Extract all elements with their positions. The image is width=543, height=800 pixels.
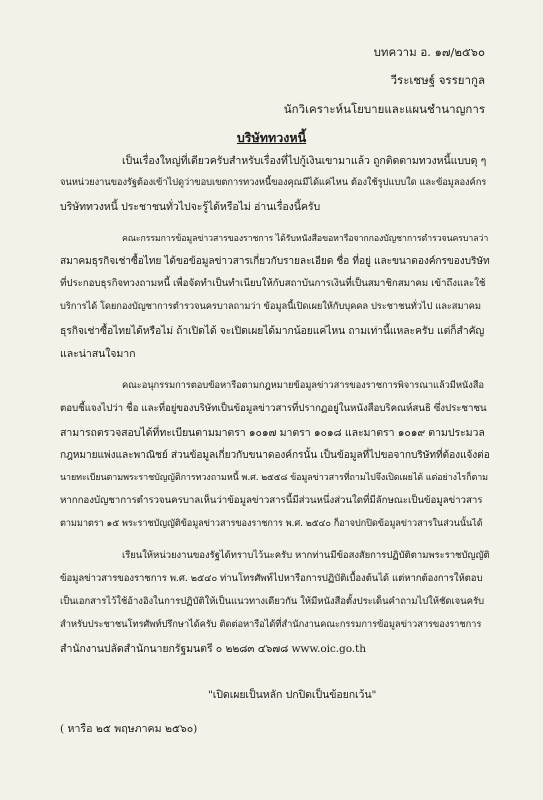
paragraph-4-line-5: สำนักงานปลัดสำนักนายกรัฐมนตรี ๐ ๒๒๘๓ ๔๖๗๘ www.oic.go.th xyxy=(60,643,366,655)
paragraph-3-line-5: นายทะเบียนตามพระราชบัญญัติการทวงถามหนี้ พ.ศ. ๒๕๕๘ ข้อมูลข่าวสารที่ถามไปจึงเปิดเผยได้ แต่อย่างไรก็ตาม xyxy=(60,473,488,483)
paragraph-2-line-3: ที่ประกอบธุรกิจทวงถามหนี้ เพื่อจัดทำเป็นทำเนียบให้กับสถาบันการเงินที่เป็นสมาชิกสมาคม เข้าถึงและใช้ xyxy=(60,278,486,289)
paragraph-1-line-1: เป็นเรื่องใหญ่ที่เดียวครับสำหรับเรื่องที่ไปกู้เงินเขามาแล้ว ถูกติดตามทวงหนี้แบบดุ ๆ xyxy=(122,155,487,167)
paragraph-3-line-6: หากกองบัญชาการตำรวจนครบาลเห็นว่าข้อมูลข่าวสารนี้มีส่วนหนึ่งส่วนใดที่มีลักษณะเป็นข้อมูลข่าวสาร xyxy=(60,495,483,506)
paragraph-4-line-4: สำหรับประชาชนโทรศัพท์ปรึกษาได้ครับ ติดต่อหารือได้ที่สำนักงานคณะกรรมการข้อมูลข่าวสารของราชการ xyxy=(60,619,482,630)
slogan: "เปิดเผยเป็นหลัก ปกปิดเป็นข้อยกเว้น" xyxy=(208,689,377,701)
document-title: บริษัททวงหนี้ xyxy=(236,130,307,145)
article-number: บทความ อ. ๑๗/๒๕๖๐ xyxy=(373,45,485,59)
paragraph-4-line-1: เรียนให้หน่วยงานของรัฐได้ทราบไว้นะครับ หากท่านมีข้อสงสัยการปฏิบัติตามพระราชบัญญัติ xyxy=(122,550,490,561)
paragraph-3-line-4: กฎหมายแพ่งและพาณิชย์ ส่วนข้อมูลเกี่ยวกับขนาดองค์กรนั้น เป็นข้อมูลที่ไปขอจากบริษัทที่ต้องแจ้งต่อ xyxy=(60,450,490,461)
paragraph-2-line-2: สมาคมธุรกิจเช่าซื้อไทย ได้ขอข้อมูลข่าวสารเกี่ยวกับรายละเอียด ชื่อ ที่อยู่ และขนาดองค์กรของบริษัท xyxy=(60,256,490,267)
author-name: วีระเชษฐ์ จรรยากูล xyxy=(390,73,485,87)
paragraph-3-line-1: คณะอนุกรรมการตอบข้อหารือตามกฎหมายข้อมูลข่าวสารของราชการพิจารณาแล้วมีหนังสือ xyxy=(122,380,484,391)
paragraph-2-line-4: บริการได้ โดยกองบัญชาการตำรวจนครบาลถามว่า ข้อมูลนี้เปิดเผยให้กับบุคคล ประชาชนทั่วไป และสมาคม xyxy=(60,301,481,312)
paragraph-3-line-7: ตามมาตรา ๑๕ พระราชบัญญัติข้อมูลข่าวสารของราชการ พ.ศ. ๒๕๔๐ ก็อาจปกปิดข้อมูลข่าวสารในส่วนนั้นได้ xyxy=(60,518,483,529)
paragraph-4-line-2: ข้อมูลข่าวสารของราชการ พ.ศ. ๒๕๔๐ ท่านโทรศัพท์ไปหารือการปฏิบัติเบื้องต้นได้ แต่หากต้องการให้ตอบ xyxy=(60,573,483,584)
reference-note: ( หารือ ๒๕ พฤษภาคม ๒๕๖๐) xyxy=(60,723,198,735)
paragraph-3-line-2: ตอบชี้แจงไปว่า ชื่อ และที่อยู่ของบริษัทเป็นข้อมูลข่าวสารที่ปรากฏอยู่ในหนังสือบริคณห์สนธิ ซึ่งประชาชน xyxy=(60,403,487,414)
paragraph-1-line-2: จนหน่วยงานของรัฐต้องเข้าไปดูว่าขอบเขตการทวงหนี้ของคุณมีได้แค่ไหน ต้องใช้รูปแบบใด และข้อมูลองค์กร xyxy=(60,177,487,188)
paragraph-2-line-6: และน่าสนใจมาก xyxy=(60,348,136,360)
paragraph-3-line-3: สามารถตรวจสอบได้ที่ทะเบียนตามมาตรา ๑๐๑๗ มาตรา ๑๐๑๘ และมาตรา ๑๐๑๙ ตามประมวล xyxy=(60,427,485,439)
paragraph-2-line-5: ธุรกิจเช่าซื้อไทยได้หรือไม่ ถ้าเปิดได้ จะเปิดเผยได้มากน้อยแค่ไหน ถามเท่านี้แหละครับ แต่ก็สำคัญ xyxy=(60,325,485,337)
author-position: นักวิเคราะห์นโยบายและแผนชำนาญการ xyxy=(283,102,485,116)
paragraph-4-line-3: เป็นเอกสารไว้ใช้อ้างอิงในการปฏิบัติให้เป็นแนวทางเดียวกัน ให้มีหนังสือตั้งประเด็นคำถามไปให้ชัดเจนครับ xyxy=(60,596,485,607)
paragraph-2-line-1: คณะกรรมการข้อมูลข่าวสารของราชการ ได้รับหนังสือขอหารือจากกองบัญชาการตำรวจนครบาลว่า xyxy=(122,234,489,244)
paragraph-1-line-3: บริษัททวงหนี้ ประชาชนทั่วไปจะรู้ได้หรือไม่ อ่านเรื่องนี้ครับ xyxy=(60,201,321,213)
